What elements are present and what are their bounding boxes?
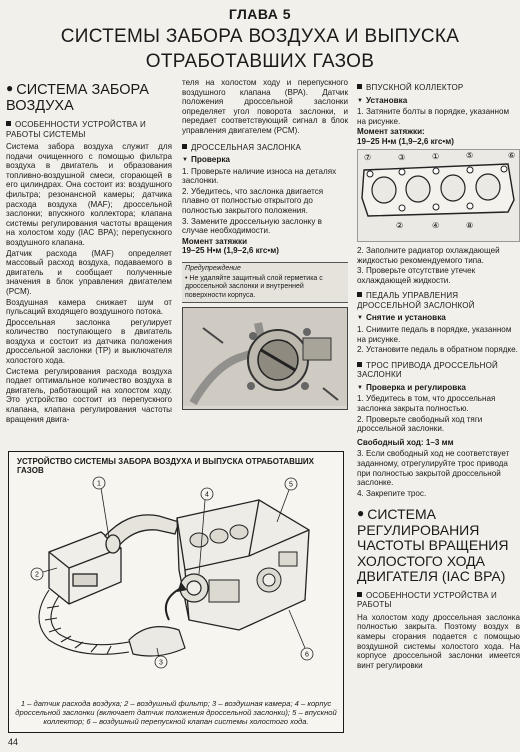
callout-number: 6 [305,651,309,659]
left-column [6,78,172,425]
page-title-line-1: СИСТЕМЫ ЗАБОРА ВОЗДУХА И ВЫПУСКА [60,26,460,47]
list-item: 4. Закрепите трос. [357,488,427,498]
page-title [0,24,520,74]
gasket-illustration [358,150,519,238]
paragraph: Система регулирования расхода воздуха подает оптимальное количество воздуха в двигатель, работающий на холостом ходу. Это устройство состоит из перепускного клапана, клапана регулирования частоты вращения двига- [6,366,172,424]
list-item: 2. Заполните радиатор охлаждающей жидкостью рекомендуемого типа. [357,246,500,265]
torque-label: Момент затяжки [182,236,248,246]
gasket-bolt-number: ④ [432,221,440,231]
callout-number: 1 [97,480,101,488]
system-figure [8,451,344,733]
figure-title: УСТРОЙСТВО СИСТЕМЫ ЗАБОРА ВОЗДУХА И ВЫПУСКА ОТРАБОТАВШИХ ГАЗОВ [17,457,315,475]
torque-label: Момент затяжки: [357,127,425,137]
gasket-bolt-number: ② [396,221,404,231]
paragraph: Дроссельная заслонка регулирует количество поступающего в двигатель воздуха и состоит из датчика положения дроссельной заслонки (TP) и выключателя холостого хода. [6,317,172,366]
subsection-title-pedal: ПЕДАЛЬ УПРАВЛЕНИЯ ДРОССЕЛЬНОЙ ЗАСЛОНКОЙ [357,291,475,310]
square-bullet-icon [357,592,362,597]
subsection-title-idle-features: ОСОБЕННОСТИ УСТРОЙСТВА И РАБОТЫ [357,590,497,610]
install-heading: ▼ Установка [357,95,408,105]
square-bullet-icon [182,144,187,149]
chapter-label: ГЛАВА 5 [228,6,292,22]
list-item: 3. Если свободный ход не соответствует заданному, отрегулируйте трос привода при полностью закрытой дроссельной заслонке. [357,449,510,488]
list-item: 1. Снимите педаль в порядке, указанном на рисунке. [357,325,512,344]
manifold-gasket-diagram [357,149,520,242]
warning-text: • Не удаляйте защитный слой герметика с дроссельной заслонки и внутренней поверхности корпуса. [185,274,323,299]
page-title-line-2: ОТРАБОТАВШИХ ГАЗОВ [145,51,375,72]
list-item: 1. Убедитесь в том, что дроссельная заслонка закрыта полностью. [357,394,496,413]
warning-title: Предупреждение [185,265,241,272]
gasket-bolt-number: ⑤ [466,151,474,161]
page-number: 44 [8,737,19,747]
list-item: 2. Убедитесь, что заслонка двигается плавно от полностью открытого до полностью закрытого положения. [182,186,324,216]
square-bullet-icon [6,121,11,126]
paragraph: Датчик расхода (MAF) определяет массовый расход воздуха, подаваемого в двигатель и сообщает полученные значения в блок управления двигателем (PCM). [6,248,172,296]
system-illustration [9,470,343,670]
bullet-icon: ● [357,506,365,521]
torque-value: 19–25 Н•м (1,9–2,6 кгс•м) [357,136,454,146]
gasket-bolt-number: ① [432,152,440,162]
subsection-title-features: ОСОБЕННОСТИ УСТРОЙСТВА И РАБОТЫ СИСТЕМЫ [6,120,146,139]
square-bullet-icon [357,292,362,297]
bullet-icon: ● [6,81,14,95]
triangle-bullet-icon: ▼ [357,315,363,322]
gasket-bolt-number: ⑥ [508,151,516,161]
triangle-bullet-icon: ▼ [357,97,363,104]
section-title-idle-control: ● СИСТЕМА РЕГУЛИРОВАНИЯ ЧАСТОТЫ ВРАЩЕНИЯ ХОЛОСТОГО ХОДА ДВИГАТЕЛЯ (IAC BPA) [357,506,509,585]
gasket-bolt-number: ③ [398,153,406,163]
throttle-body-photo [182,307,348,410]
callout-number: 4 [205,491,209,499]
callout-number: 3 [159,659,163,667]
subsection-title-cable: ТРОС ПРИВОДА ДРОССЕЛЬНОЙ ЗАСЛОНКИ [357,360,498,380]
list-item: 2. Проверьте свободный ход тяги дроссельной заслонки. [357,414,483,434]
callout-number: 5 [289,481,293,489]
figure-caption: 1 – датчик расхода воздуха; 2 – воздушный фильтр; 3 – воздушная камера; 4 – корпус дроссельной заслонки (включает датчик положения дроссельной заслонки); 5 – впускной коллектор; 6 – воздушный перепускной клапан системы холостого хода. [15,699,337,726]
list-item: 2. Установите педаль в обратном порядке. [357,345,518,355]
check-heading: ▼ Проверка [182,155,230,165]
callout-number: 2 [35,571,39,579]
triangle-bullet-icon: ▼ [182,157,188,164]
list-item: 1. Проверьте наличие износа на деталях заслонки. [182,166,337,186]
square-bullet-icon [357,362,362,367]
paragraph: теля на холостом ходу и перепускного воздушного клапана (BPA). Датчик положения дроссельной заслонки определяет угол поворота заслонки, и передает соответствующий сигнал в блок управления двигателем (PCM). [182,78,348,135]
paragraph: На холостом ходу дроссельная заслонка полностью закрыта. Поэтому воздух в камеры сгорания подается с помощью воздушной системы холостого хода. На корпусе дроссельной заслонки имеется винт регулировки [357,612,520,670]
gasket-bolt-number: ⑦ [364,153,372,163]
subsection-title-throttle: ДРОССЕЛЬНАЯ ЗАСЛОНКА [182,143,348,153]
paragraph: Воздушная камера снижает шум от пульсаций входящего воздушного потока. [6,297,172,317]
right-column [357,78,520,671]
section-title-air-intake: ● СИСТЕМА ЗАБОРА ВОЗДУХА [6,81,149,114]
throttle-body-illustration [183,308,347,406]
list-item: 1. Затяните болты в порядке, указанном на рисунке. [357,107,510,126]
triangle-bullet-icon: ▼ [357,384,363,391]
check-adjust-heading: ▼ Проверка и регулировка [357,382,466,392]
list-item: 3. Проверьте отсутствие утечек охлаждающей жидкости. [357,266,476,285]
middle-column [182,78,348,414]
free-play-spec: Свободный ход: 1–3 мм [357,437,454,447]
subsection-title-intake-manifold: ВПУСКНОЙ КОЛЛЕКТОР [357,83,520,93]
paragraph: Система забора воздуха служит для подачи очищенного с помощью фильтра воздуха в двигатель и образования топливно-воздушной смеси, сгорающей в его цилиндрах. Она состоит из: воздушного фильтра; резонансной камеры; датчика расхода воздуха (MAF); дроссельной заслонки; впускного коллектора; клапана системы регулирования частоты вращения на холостом ходу (IAC BPA); перепускного воздушного клапана. [6,142,172,247]
list-item: 3. Замените дроссельную заслонку в случае необходимости. [182,216,322,236]
gasket-bolt-number: ⑧ [466,221,474,231]
remove-install-heading: ▼ Снятие и установка [357,313,446,323]
square-bullet-icon [357,84,362,89]
warning-box [182,262,348,303]
torque-value: 19–25 Н•м (1,9–2,6 кгс•м) [182,246,279,256]
